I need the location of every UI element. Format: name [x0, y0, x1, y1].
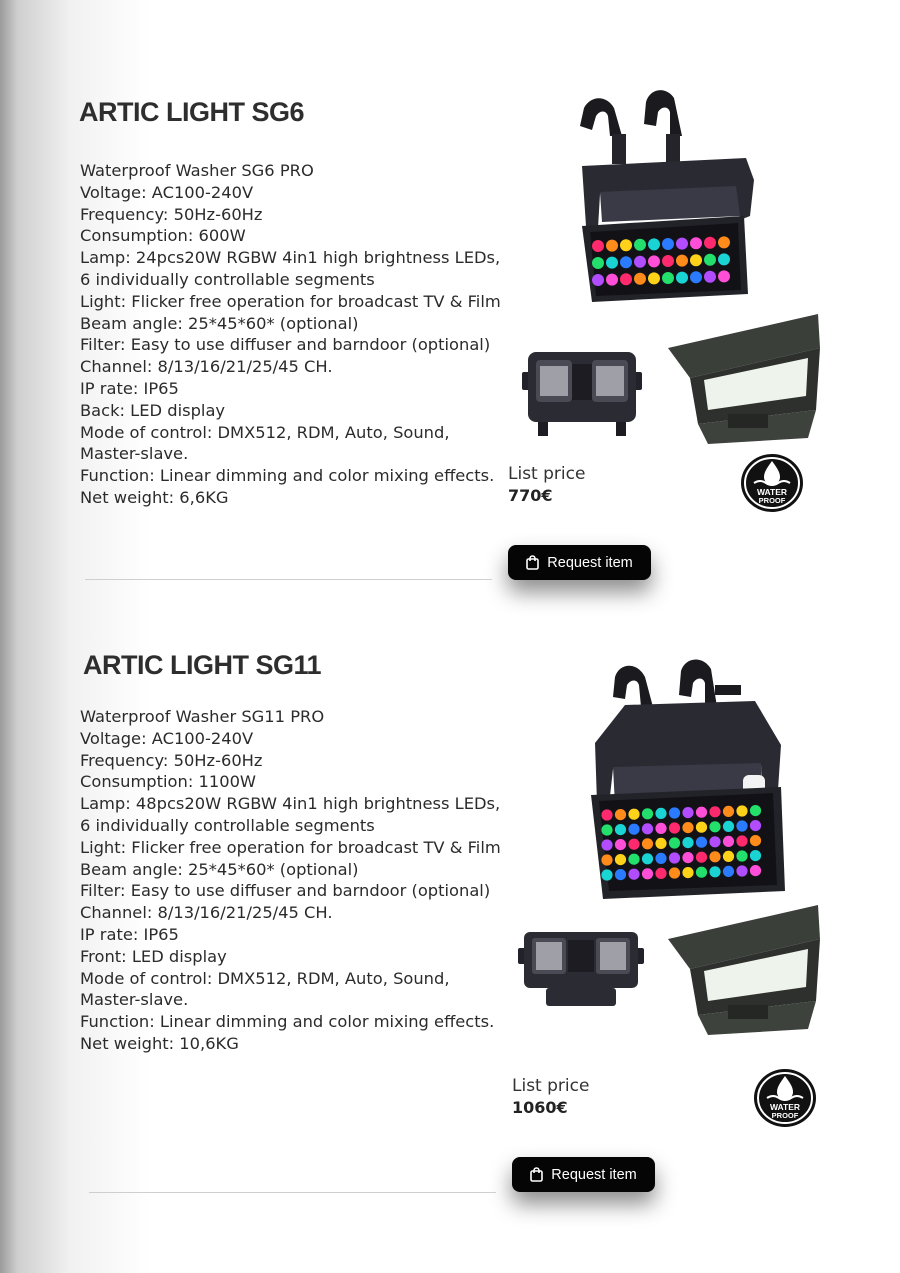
led-dot: [750, 835, 761, 846]
spec-list: [80, 160, 501, 509]
led-dot: [620, 273, 632, 285]
spec-line: Channel: 8/13/16/21/25/45 CH.: [80, 903, 333, 923]
badge-text-proof: PROOF: [771, 1111, 799, 1120]
product-card-sg11: [0, 600, 900, 1220]
spec-line: Mode of control: DMX512, RDM, Auto, Sound,: [80, 968, 450, 988]
led-dot: [592, 274, 604, 286]
led-dot: [736, 805, 747, 816]
shopping-bag-icon: [526, 555, 539, 570]
led-dot: [642, 823, 653, 834]
led-dot: [634, 256, 646, 268]
led-dot: [736, 865, 747, 876]
led-dot: [620, 239, 632, 251]
section-divider: [85, 579, 492, 580]
spec-line: Net weight: 10,6KG: [80, 1033, 239, 1053]
led-dot: [620, 256, 632, 268]
spec-line: Frequency: 50Hz-60Hz: [80, 204, 263, 224]
spec-line: Light: Flicker free operation for broadcast TV & Film: [80, 291, 501, 311]
section-divider: [89, 1192, 496, 1193]
price-label: List price: [508, 464, 586, 484]
led-dot: [682, 822, 693, 833]
spec-line: Function: Linear dimming and color mixing effects.: [80, 466, 495, 486]
led-dot: [750, 820, 761, 831]
price-label: List price: [512, 1076, 590, 1096]
spec-line: Back: LED display: [80, 400, 226, 420]
spec-line: Waterproof Washer SG6 PRO: [80, 161, 314, 180]
led-dot: [723, 836, 734, 847]
led-dot: [669, 837, 680, 848]
badge-text-water: WATER: [756, 487, 788, 497]
led-dot: [669, 807, 680, 818]
led-dot: [601, 809, 612, 820]
led-dot: [601, 869, 612, 880]
led-dot: [606, 274, 618, 286]
led-dot: [750, 865, 761, 876]
led-dot: [669, 822, 680, 833]
led-dot: [718, 270, 730, 282]
badge-text-proof: PROOF: [758, 496, 786, 505]
led-dot: [709, 866, 720, 877]
led-dot: [615, 824, 626, 835]
led-dot: [628, 839, 639, 850]
price-value: 1060€: [512, 1098, 568, 1117]
shopping-bag-icon: [530, 1167, 543, 1182]
request-item-button[interactable]: [508, 545, 651, 580]
led-dot: [648, 255, 660, 267]
led-dot: [690, 254, 702, 266]
led-dot: [723, 821, 734, 832]
led-dot: [648, 238, 660, 250]
led-dot: [682, 837, 693, 848]
spec-line: Lamp: 24pcs20W RGBW 4in1 high brightness LEDs,: [80, 248, 501, 268]
led-dot: [704, 271, 716, 283]
spec-line: 6 individually controllable segments: [80, 269, 375, 289]
spec-line: Waterproof Washer SG11 PRO: [80, 707, 325, 726]
spec-line: Master-slave.: [80, 444, 189, 464]
spec-line: 6 individually controllable segments: [80, 815, 375, 835]
spec-line: Lamp: 48pcs20W RGBW 4in1 high brightness LEDs,: [80, 794, 501, 814]
led-dot: [676, 238, 688, 250]
request-item-button[interactable]: [512, 1157, 655, 1192]
led-dot: [709, 851, 720, 862]
led-dot: [696, 852, 707, 863]
led-dot: [736, 820, 747, 831]
product-title: ARTIC LIGHT SG11: [83, 650, 322, 680]
led-dot: [628, 854, 639, 865]
spec-line: IP rate: IP65: [80, 924, 179, 944]
led-dot: [628, 809, 639, 820]
spec-line: Mode of control: DMX512, RDM, Auto, Sound,: [80, 422, 450, 442]
led-dot: [642, 853, 653, 864]
led-dot: [736, 835, 747, 846]
product-photo-barndoor: [668, 314, 820, 446]
led-dot: [723, 866, 734, 877]
led-dot: [642, 868, 653, 879]
led-dot: [736, 850, 747, 861]
led-dot: [634, 239, 646, 251]
product-title: ARTIC LIGHT SG6: [79, 97, 305, 127]
spec-line: Net weight: 6,6KG: [80, 487, 229, 507]
spec-line: Beam angle: 25*45*60* (optional): [80, 859, 359, 879]
product-photo-side: [516, 930, 646, 1010]
led-dot: [615, 854, 626, 865]
led-dot: [648, 272, 660, 284]
led-dot: [704, 254, 716, 266]
product-card-sg6: [0, 0, 900, 600]
led-dot: [592, 257, 604, 269]
led-dot: [676, 272, 688, 284]
led-dot: [696, 867, 707, 878]
led-dot: [601, 824, 612, 835]
waterproof-badge: [740, 453, 804, 517]
spec-line: Filter: Easy to use diffuser and barndoor (optional): [80, 881, 491, 901]
badge-text-water: WATER: [769, 1102, 801, 1112]
spec-line: IP rate: IP65: [80, 378, 179, 398]
led-dot: [704, 237, 716, 249]
led-dot: [750, 850, 761, 861]
led-dot: [662, 238, 674, 250]
led-dot: [606, 240, 618, 252]
led-dot: [655, 838, 666, 849]
spec-line: Consumption: 600W: [80, 226, 246, 246]
spec-line: Light: Flicker free operation for broadcast TV & Film: [80, 837, 501, 857]
product-photo-side: [518, 350, 646, 440]
led-dot: [676, 255, 688, 267]
led-dot: [696, 837, 707, 848]
led-dot: [682, 807, 693, 818]
led-dot: [601, 839, 612, 850]
led-dot: [669, 852, 680, 863]
led-dot: [655, 823, 666, 834]
led-dot: [669, 867, 680, 878]
spec-line: Beam angle: 25*45*60* (optional): [80, 313, 359, 333]
spec-line: Frequency: 50Hz-60Hz: [80, 750, 263, 770]
led-dot: [642, 808, 653, 819]
led-dot: [723, 851, 734, 862]
led-dot: [696, 822, 707, 833]
led-dot: [750, 805, 761, 816]
price-value: 770€: [508, 486, 553, 505]
spec-line: Front: LED display: [80, 946, 227, 966]
led-dot: [655, 808, 666, 819]
led-dot: [709, 836, 720, 847]
led-dot: [642, 838, 653, 849]
product-photo-main: [570, 88, 765, 310]
spec-line: Filter: Easy to use diffuser and barndoor (optional): [80, 335, 491, 355]
led-dot: [655, 853, 666, 864]
product-photo-barndoor: [668, 905, 820, 1037]
led-dot: [662, 272, 674, 284]
spec-line: Voltage: AC100-240V: [80, 728, 254, 748]
spec-line: Master-slave.: [80, 990, 189, 1010]
led-dot: [723, 806, 734, 817]
led-dot: [690, 271, 702, 283]
led-dot: [634, 273, 646, 285]
waterproof-badge: [753, 1068, 817, 1132]
led-dot: [628, 824, 639, 835]
spec-line: Consumption: 1100W: [80, 772, 257, 792]
led-dot: [592, 240, 604, 252]
led-dot: [662, 255, 674, 267]
led-dot: [696, 807, 707, 818]
led-dot: [655, 868, 666, 879]
request-item-label: Request item: [551, 1166, 637, 1183]
led-dot: [606, 257, 618, 269]
led-dot: [682, 852, 693, 863]
led-dot: [709, 806, 720, 817]
led-dot: [682, 867, 693, 878]
led-dot: [690, 237, 702, 249]
led-dot: [709, 821, 720, 832]
spec-line: Channel: 8/13/16/21/25/45 CH.: [80, 357, 333, 377]
spec-line: Function: Linear dimming and color mixing effects.: [80, 1012, 495, 1032]
spec-line: Voltage: AC100-240V: [80, 182, 254, 202]
led-dot: [718, 236, 730, 248]
led-dot: [615, 809, 626, 820]
product-photo-main: [585, 655, 790, 907]
request-item-label: Request item: [547, 554, 633, 571]
led-dot: [615, 839, 626, 850]
led-dot: [601, 854, 612, 865]
led-dot: [718, 253, 730, 265]
spec-list: [80, 706, 501, 1055]
led-dot: [615, 869, 626, 880]
led-dot: [628, 869, 639, 880]
